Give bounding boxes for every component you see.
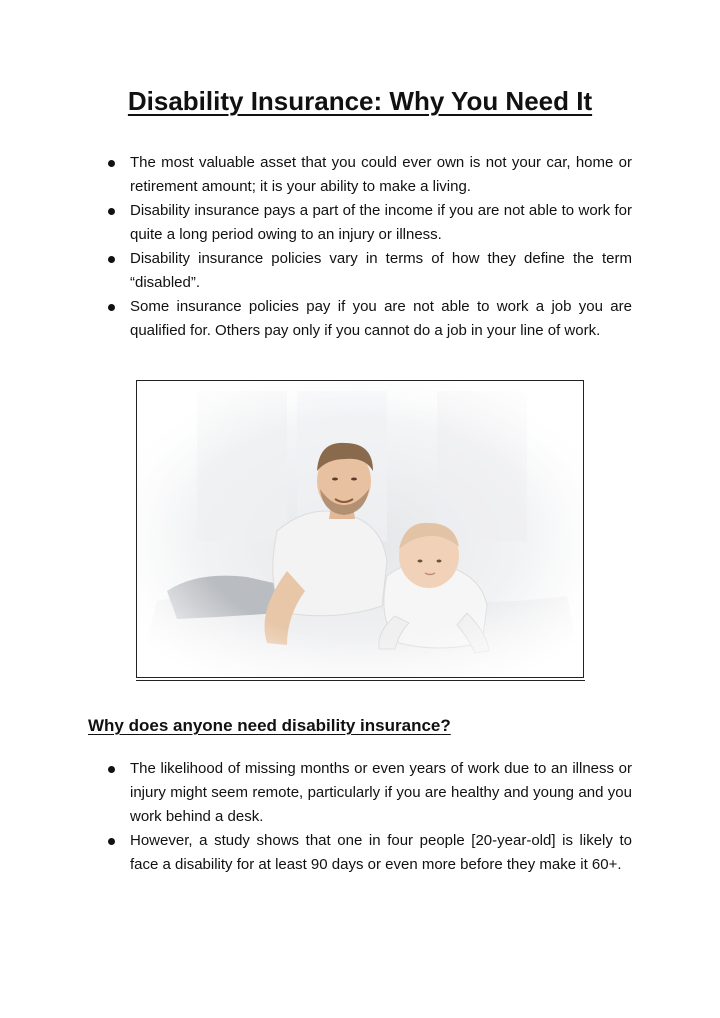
- page-title-text: Disability Insurance: Why You Need It: [127, 86, 593, 116]
- photo-frame-shadow-line: [136, 680, 585, 681]
- bullet-text: Disability insurance policies vary in terms of how they define the term “disabled”.: [130, 250, 632, 291]
- bullet-text: Some insurance policies pay if you are not able to work a job you are qualified for. Others pay only if you cannot do a job in your line of work.: [130, 298, 632, 339]
- bullet-icon: [108, 838, 115, 845]
- list-item: [130, 151, 632, 199]
- bullet-icon: [108, 766, 115, 773]
- bullet-text: However, a study shows that one in four people [20-year-old] is likely to face a disability for at least 90 days or even more before they make it 60+.: [130, 832, 632, 873]
- intro-bullet-list: [130, 151, 632, 343]
- section-heading: [88, 716, 451, 736]
- page-title: [0, 86, 720, 117]
- bullet-icon: [108, 256, 115, 263]
- bullet-icon: [108, 304, 115, 311]
- list-item: [130, 829, 632, 877]
- list-item: [130, 247, 632, 295]
- father-baby-illustration: [137, 381, 583, 677]
- bullet-icon: [108, 160, 115, 167]
- bullet-text: The most valuable asset that you could ever own is not your car, home or retirement amount; it is your ability to make a living.: [130, 154, 632, 195]
- list-item: [130, 199, 632, 247]
- father-baby-photo: [136, 380, 584, 678]
- section-bullet-list: [130, 757, 632, 877]
- bullet-text: Disability insurance pays a part of the income if you are not able to work for quite a long period owing to an injury or illness.: [130, 202, 632, 243]
- list-item: [130, 757, 632, 829]
- bullet-icon: [108, 208, 115, 215]
- bullet-text: The likelihood of missing months or even years of work due to an illness or injury might seem remote, particularly if you are healthy and young and you work behind a desk.: [130, 760, 632, 825]
- list-item: [130, 295, 632, 343]
- section-heading-text: Why does anyone need disability insurance?: [88, 716, 451, 735]
